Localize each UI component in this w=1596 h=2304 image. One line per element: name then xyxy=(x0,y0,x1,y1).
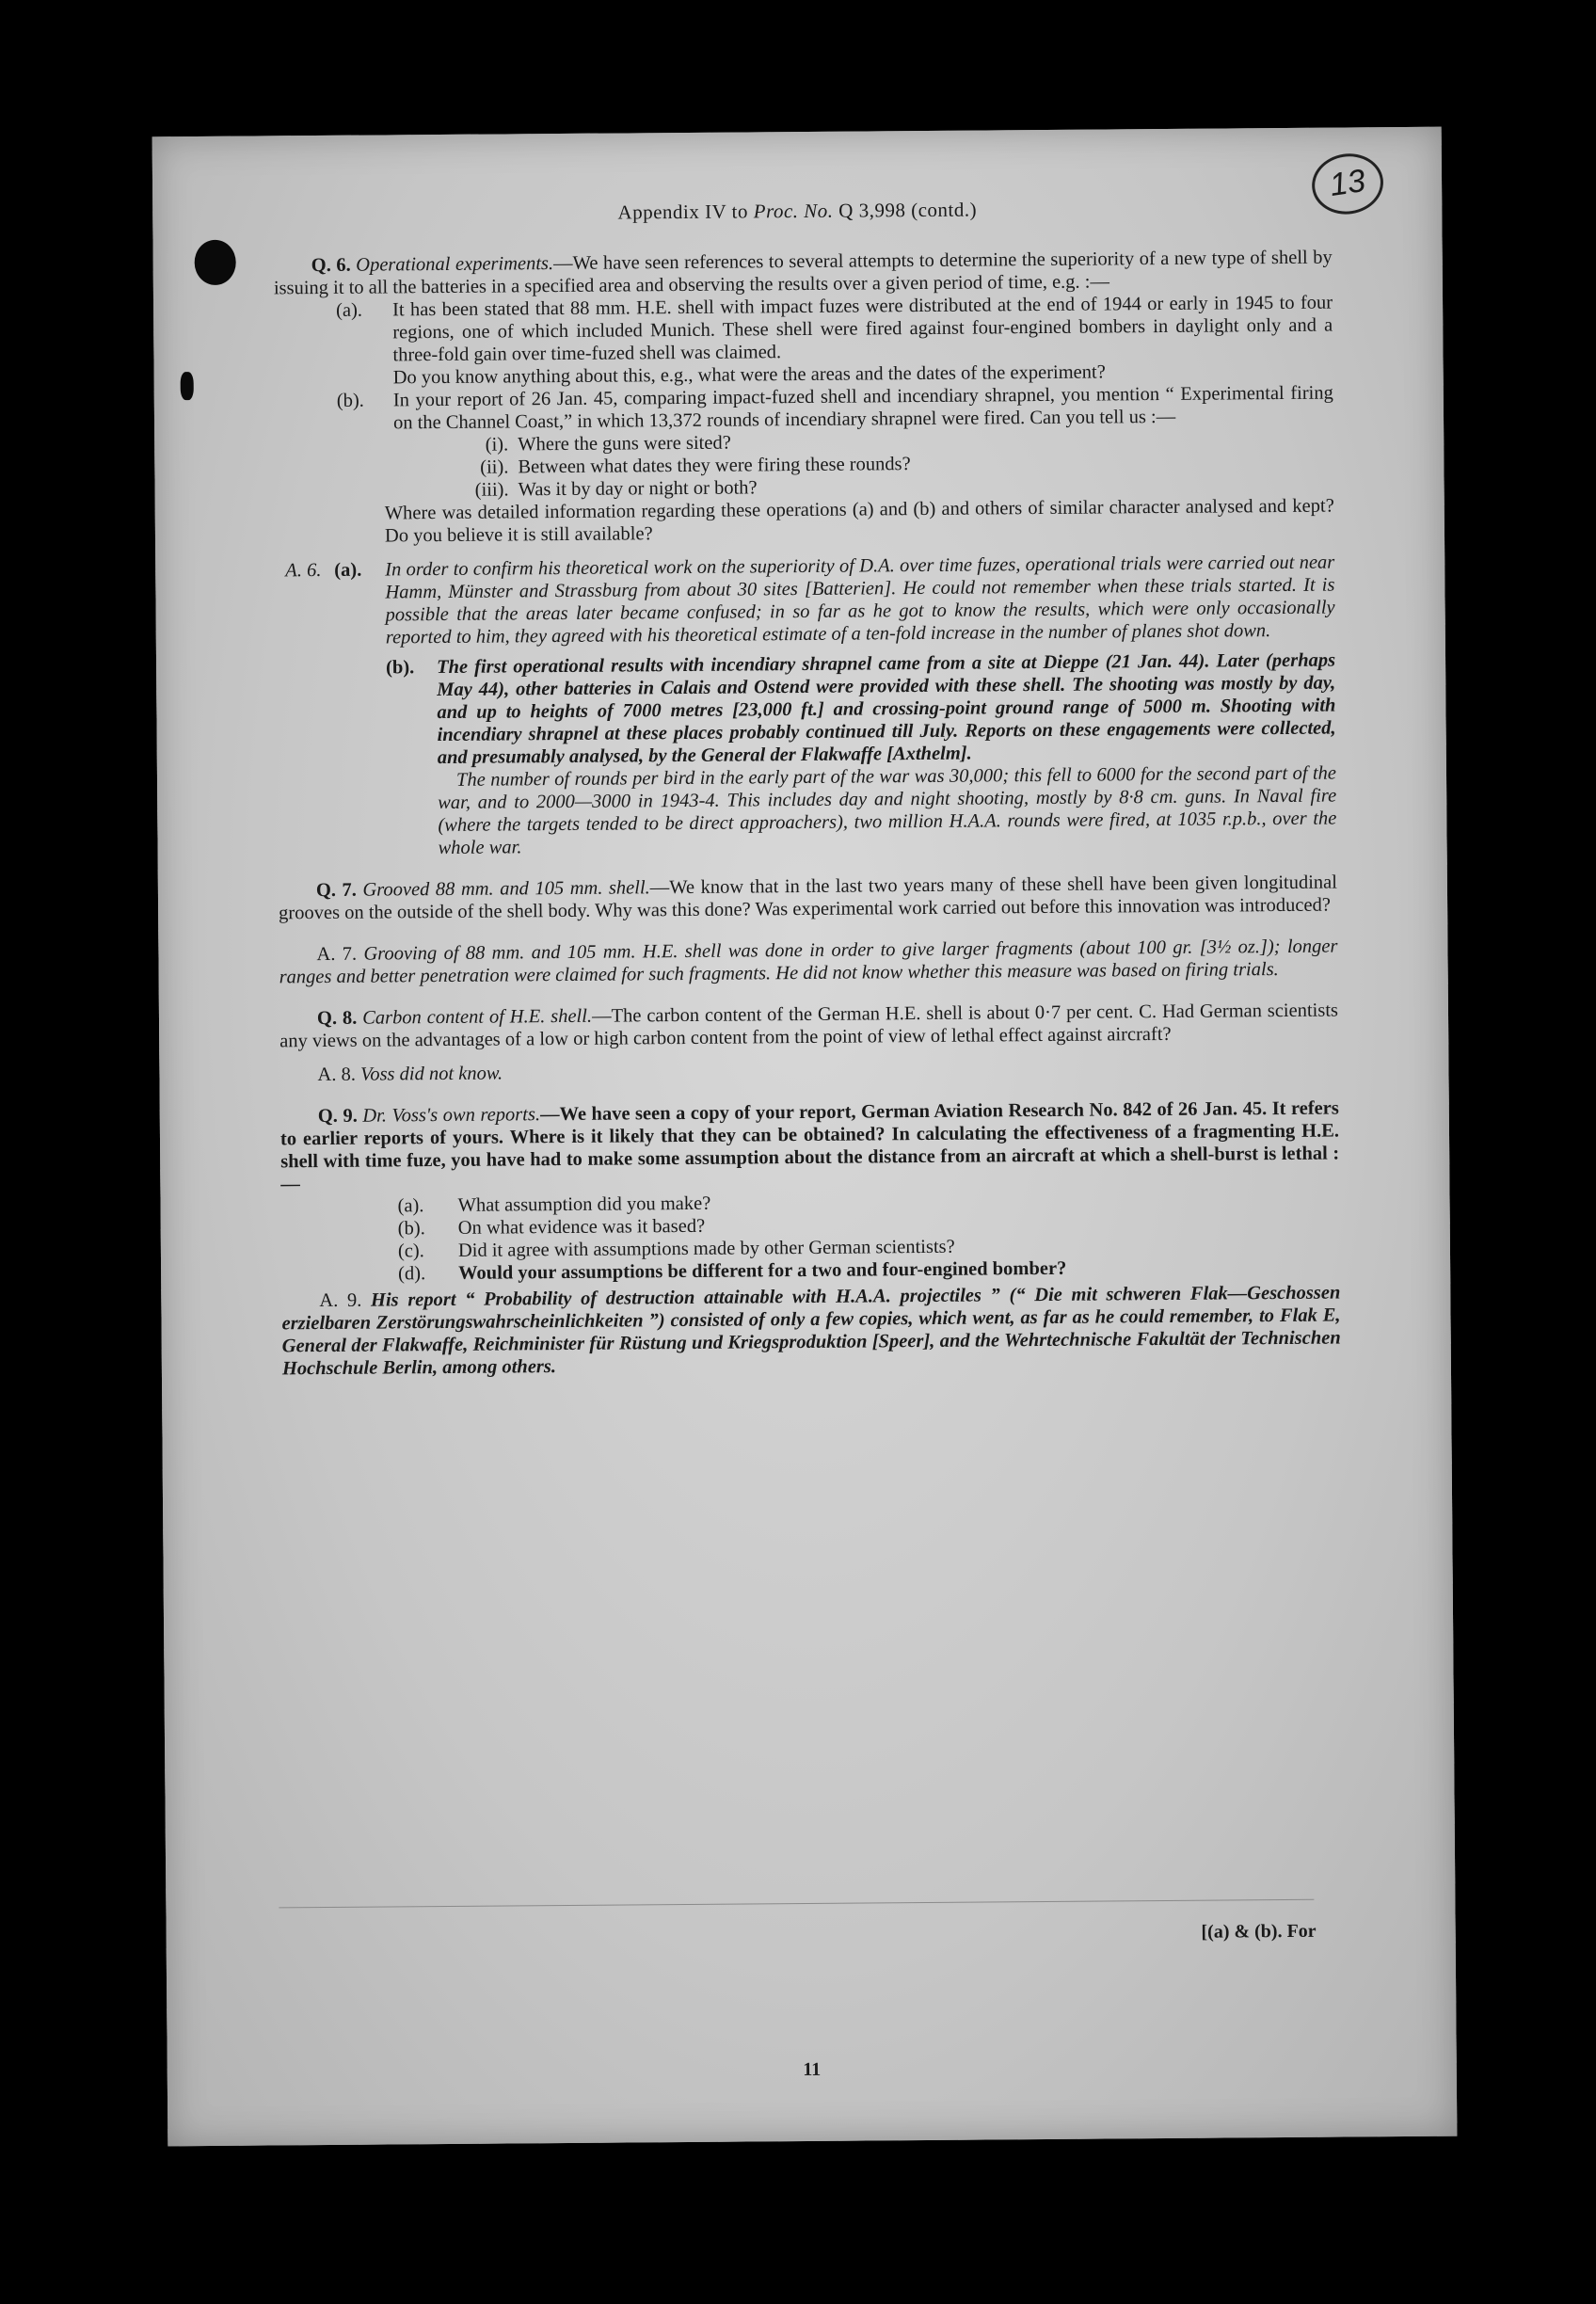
q6-closing: Where was detailed information regarding these operations (a) and (b) and others of similar character analysed and kept? Do you believe it is still available? xyxy=(384,495,1334,547)
a6-item-b xyxy=(386,649,1336,770)
q6-subquestion-label: (i). xyxy=(485,434,509,456)
q7-label: Q. 7. xyxy=(315,879,357,902)
a6-b-text: The first operational results with incendiary shrapnel came from a site at Dieppe (21 Jan. 44). Later (perhaps May 44), other batteries in Calais and Ostend were provided with these shell. The shooting was mostly by day, and up to heights of 7000 metres [23,000 ft.] and crossing-point ground range of 5000 m. Shooting with incendiary shrapnel at these places probably continued till July. Reports on these engagements were collected, and presumably analysed, by the General der Flakwaffe [Axthelm]. xyxy=(436,649,1336,769)
q6-intro-text: —We have seen references to several attempts to determine the superiority of a new type of shell by issuing it to all the batteries in a specified area and observing the results over a given period of time, e.g. :— xyxy=(273,247,1333,299)
q8-label: Q. 8. xyxy=(316,1007,358,1030)
q9-item-label: (c). xyxy=(397,1240,424,1262)
a8-text: Voss did not know. xyxy=(359,1063,503,1085)
q6-intro xyxy=(274,247,1333,300)
q6-subquestion-text: Was it by day or night or both? xyxy=(518,477,758,501)
q7-text: —We know that in the last two years many of these shell have been given longitudinal grooves on the outside of the shell body. Why was this done? Was experimental work carried out before this innovation was introduced? xyxy=(279,872,1337,924)
q9-item-text: On what evidence was it based? xyxy=(457,1215,706,1239)
q9-paragraph xyxy=(280,1097,1340,1196)
q6-subquestion-text: Where the guns were sited? xyxy=(518,432,731,456)
a6-item-a xyxy=(276,552,1335,650)
header-prefix: Appendix IV to xyxy=(617,200,754,224)
q8-title: Carbon content of H.E. shell. xyxy=(362,1005,593,1029)
q7-title: Grooved 88 mm. and 105 mm. shell. xyxy=(362,877,650,901)
page-header xyxy=(152,195,1442,229)
q6-b-text: In your report of 26 Jan. 45, comparing impact-fuzed shell and incendiary shrapnel, you mention “ Experimental firing on the Channel Coast,” in which 13,372 rounds of incendiary shrapnel were fired. Can you tell us :— xyxy=(392,382,1333,434)
q6-subquestion-text: Between what dates they were firing these rounds? xyxy=(518,454,911,478)
q7-paragraph xyxy=(279,872,1337,925)
q9-title: Dr. Voss's own reports. xyxy=(362,1104,541,1127)
q6-b-label: (b). xyxy=(336,390,364,411)
q8-paragraph xyxy=(279,1000,1338,1053)
a7-label: A. 7. xyxy=(316,943,358,966)
divider xyxy=(279,1899,1314,1909)
q6-title: Operational experiments. xyxy=(356,253,554,276)
header-proc: Proc. No. xyxy=(753,199,834,223)
q9-items xyxy=(397,1188,1340,1286)
folio-number: 13 xyxy=(1308,149,1388,218)
a7-text: Grooving of 88 mm. and 105 mm. H.E. shell was done in order to give larger fragments (about 100 gr. [3½ oz.]); longer ranges and better penetration were claimed for such fragments. He did not know whether this measure was based on firing trials. xyxy=(279,936,1338,988)
punch-hole xyxy=(194,240,235,285)
q6-item-a xyxy=(336,292,1333,367)
q6-a-follow: Do you know anything about this, e.g., what were the areas and the dates of the experiment? xyxy=(392,361,1106,389)
a7-paragraph xyxy=(279,936,1337,989)
q9-item-text: Would your assumptions be different for a two and four-engined bomber? xyxy=(458,1257,1067,1284)
header-suffix: Q 3,998 (contd.) xyxy=(833,198,978,222)
a6-label: A. 6. xyxy=(285,560,322,582)
a6-b-label: (b). xyxy=(385,657,415,679)
document-page xyxy=(152,127,1458,2147)
q6-a-label: (a). xyxy=(336,299,363,321)
q8-text: —The carbon content of the German H.E. shell is about 0·7 per cent. C. Had German scientists any views on the advantages of a low or high carbon content from the point of view of lethal effect against aircraft? xyxy=(279,1000,1339,1052)
q6-item-b xyxy=(337,382,1333,435)
q9-item-text: What assumption did you make? xyxy=(457,1192,711,1216)
q6-subquestion-label: (iii). xyxy=(474,479,509,501)
page-body xyxy=(274,247,1341,1381)
catchword: [(a) & (b). For xyxy=(1201,1920,1317,1943)
q6-subquestion-label: (ii). xyxy=(480,456,509,478)
q6-label: Q. 6. xyxy=(311,254,351,277)
q6-a-text: It has been stated that 88 mm. H.E. shell with impact fuzes were distributed at the end of 1944 or early in 1945 to four regions, one of which included Munich. These shell were fired against four-engined bombers in daylight only and a three-fold gain over time-fuzed shell was claimed. xyxy=(392,292,1333,366)
q9-label: Q. 9. xyxy=(317,1105,358,1128)
a8-label: A. 8. xyxy=(317,1064,356,1086)
a9-text: His report “ Probability of destruction attainable with H.A.A. projectiles ” (“ Die mit schweren Flak—Geschossen erzielbaren Zerstörungswahrscheinlichkeiten ”) consisted of only a few copies, which went, as far as he could remember, to Flak E, General der Flakwaffe, Reichminister für Rüstung und Kriegsproduktion [Speer], and the Wehrtechnische Fakultät der Technischen Hochschule Berlin, among others. xyxy=(281,1282,1341,1380)
q9-item-text: Did it agree with assumptions made by other German scientists? xyxy=(457,1236,955,1261)
punch-hole-mark xyxy=(181,372,194,400)
q9-text: —We have seen a copy of your report, German Aviation Research No. 842 of 26 Jan. 45. It refers to earlier reports of yours. Where is it likely that they can be obtained? In calculating the effectiveness of a fragmenting H.E. shell with time fuze, you have had to make some assumption about the distance from an aircraft at which a shell-burst is lethal :— xyxy=(279,1097,1340,1195)
page-number: 11 xyxy=(803,2058,822,2081)
a6-a-label: (a). xyxy=(334,559,362,581)
a9-label: A. 9. xyxy=(319,1289,362,1312)
q9-item-label: (a). xyxy=(397,1195,424,1217)
q9-item-label: (d). xyxy=(398,1263,426,1285)
q9-item-label: (b). xyxy=(397,1218,425,1240)
a9-paragraph xyxy=(281,1282,1341,1381)
a6-a-text: In order to confirm his theoretical work on the superiority of D.A. over time fuzes, operational trials were carried out near Hamm, Münster and Strassburg from about 30 sites [Batterien]. He could not remember when these trials started. It is possible that the areas later became confused; in so far as he got to know the results, which were only occasionally reported to him, they agreed with his theoretical estimate of a ten-fold increase in the number of planes shot down. xyxy=(385,552,1335,648)
a6-b-follow: The number of rounds per bird in the early part of the war was 30,000; this fell to 6000 for the second part of the war, and to 2000—3000 in 1943-4. This includes day and night shooting, mostly by 8·8 cm. guns. In Naval fire (where the targets tended to be direct approachers), two million H.A.A. rounds were fired, at 1035 r.p.b., over the whole war. xyxy=(438,762,1337,859)
